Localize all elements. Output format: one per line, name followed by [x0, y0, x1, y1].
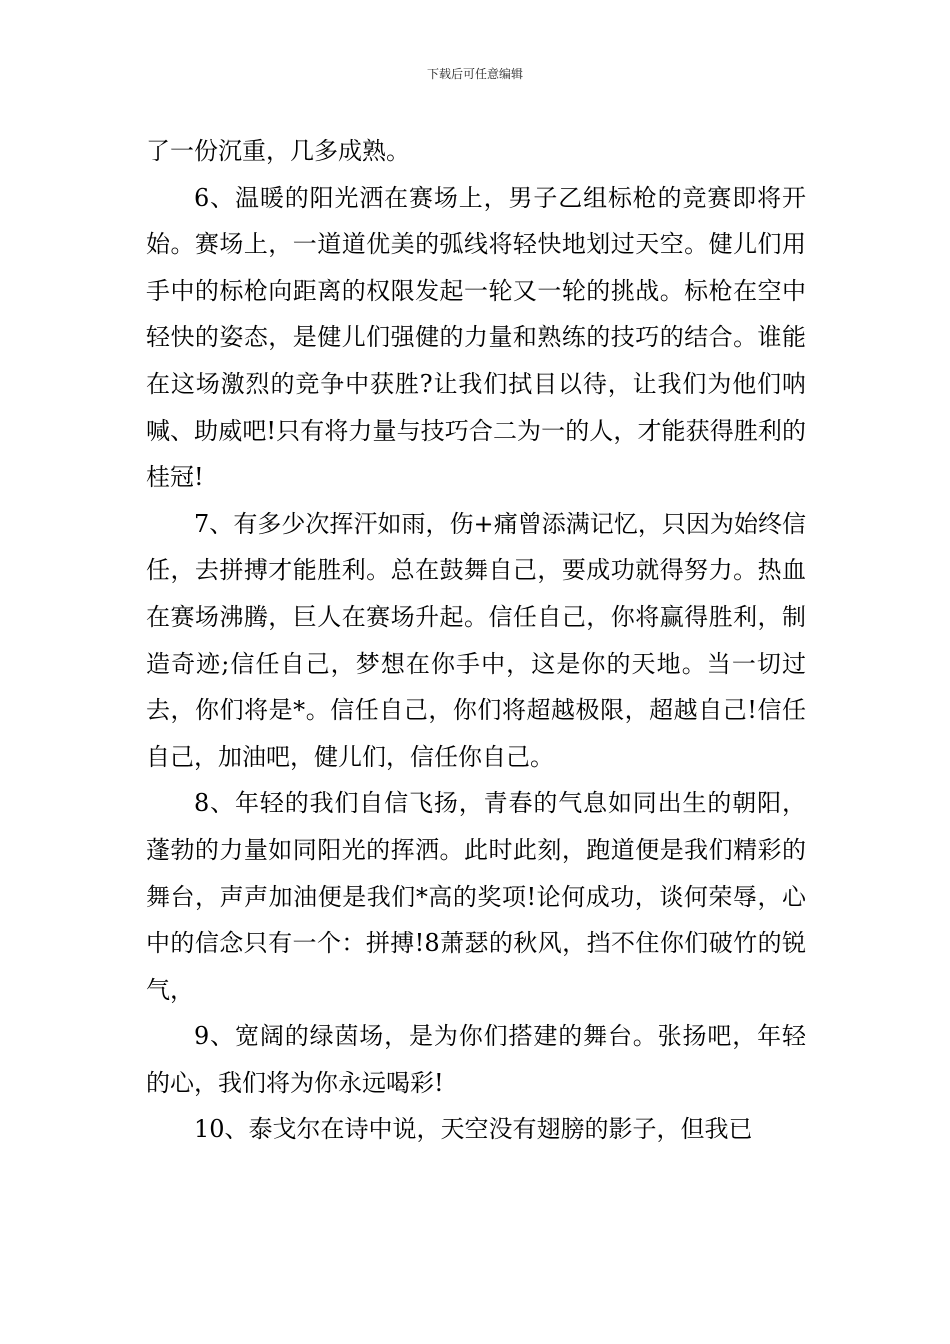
- paragraph: 6、温暖的阳光洒在赛场上，男子乙组标枪的竞赛即将开始。赛场上，一道道优美的弧线将轻快地划过天空。健儿们用手中的标枪向距离的权限发起一轮又一轮的挑战。标枪在空中轻快的姿态，是健儿们强健的力量和熟练的技巧的结合。谁能在这场激烈的竞争中获胜?让我们拭目以待，让我们为他们呐喊、助威吧!只有将力量与技巧合二为一的人，才能获得胜利的桂冠!: [146, 183, 806, 492]
- page-header: 下载后可任意编辑: [426, 67, 523, 81]
- body-text: [146, 128, 806, 1153]
- paragraph: 7、有多少次挥汗如雨，伤+痛曾添满记忆，只因为始终信任，去拼搏才能胜利。总在鼓舞自己，要成功就得努力。热血在赛场沸腾，巨人在赛场升起。信任自己，你将赢得胜利，制造奇迹;信任自己，梦想在你手中，这是你的天地。当一切过去，你们将是*。信任自己，你们将超越极限，超越自己!信任自己，加油吧，健儿们，信任你自己。: [146, 509, 806, 771]
- paragraph: 8、年轻的我们自信飞扬，青春的气息如同出生的朝阳，蓬勃的力量如同阳光的挥洒。此时此刻，跑道便是我们精彩的舞台，声声加油便是我们*高的奖项!论何成功，谈何荣辱，心中的信念只有一个：拼搏!8萧瑟的秋风，挡不住你们破竹的锐气，: [146, 789, 806, 1004]
- paragraph: 10、泰戈尔在诗中说，天空没有翅膀的影子，但我已: [194, 1115, 753, 1144]
- paragraph: 9、宽阔的绿茵场，是为你们搭建的舞台。张扬吧，年轻的心，我们将为你永远喝彩!: [146, 1022, 806, 1097]
- paragraph: 了一份沉重，几多成熟。: [146, 137, 410, 165]
